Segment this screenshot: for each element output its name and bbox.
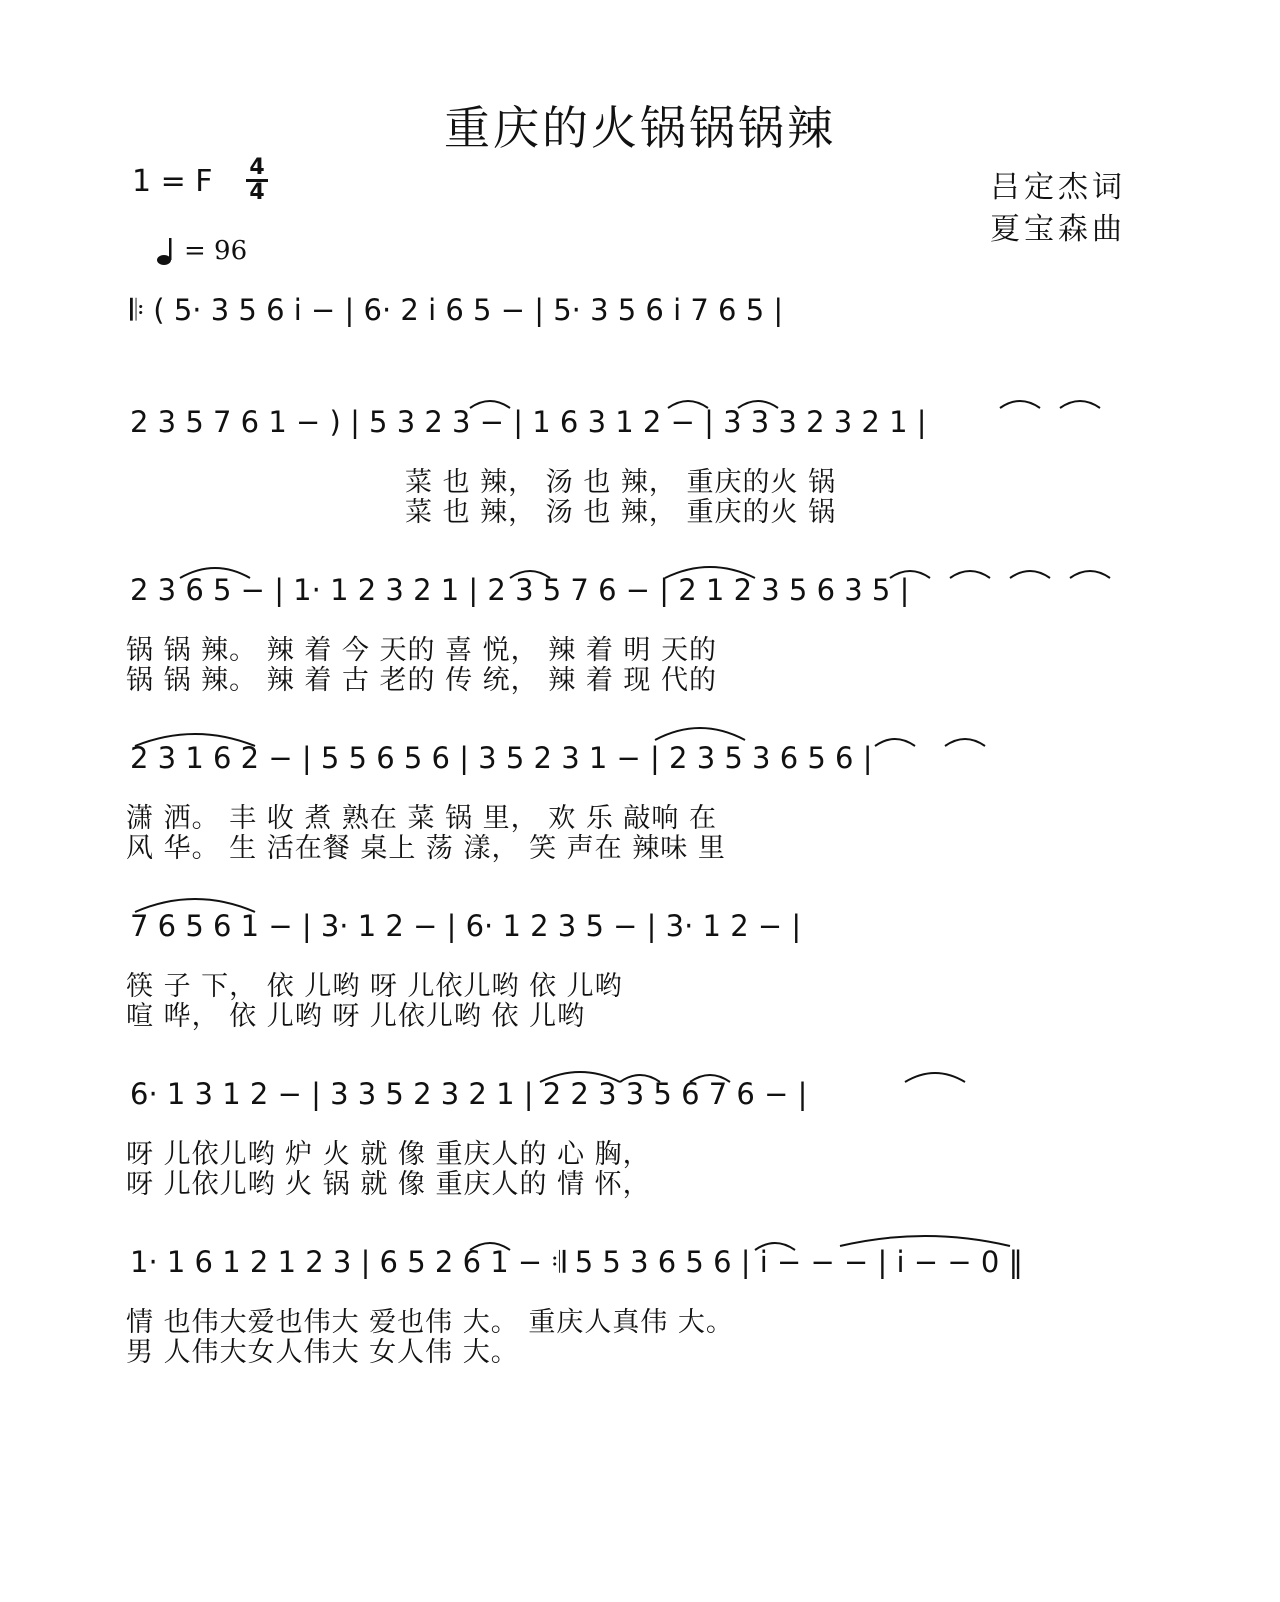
lyricist-credit: 吕定杰词 [990, 170, 1126, 205]
lyric-row-7-verse-1: 情 也伟大爱也伟大 爱也伟 大。 重庆人真伟 大。 [126, 1307, 734, 1338]
time-signature-top: 4 [249, 155, 265, 180]
time-signature-bottom: 4 [249, 180, 265, 205]
lyric-row-5-verse-1: 筷 子 下， 依 儿哟 呀 儿依儿哟 依 儿哟 [126, 971, 623, 1002]
song-title: 重庆的火锅锅锅辣 [444, 101, 836, 155]
lyric-row-4-verse-2: 风 华。 生 活在餐 桌上 荡 漾， 笑 声在 辣味 里 [126, 833, 726, 864]
tempo-marking: = 96 [184, 236, 248, 266]
lyric-row-2-verse-2: 菜 也 辣， 汤 也 辣， 重庆的火 锅 [405, 497, 837, 528]
lyric-row-3-verse-1: 锅 锅 辣。 辣 着 今 天的 喜 悦， 辣 着 明 天的 [126, 635, 717, 666]
lyric-row-5-verse-2: 喧 哗， 依 儿哟 呀 儿依儿哟 依 儿哟 [126, 1001, 586, 1032]
notation-row-4: 2 3 1 6 2 − | 5 5 6 5 6 | 3 5 2 3 1 − | 2 3 5 3 6 5 6 | [130, 741, 873, 775]
lyric-row-4-verse-1: 潇 洒。 丰 收 煮 熟在 菜 锅 里， 欢 乐 敲响 在 [126, 803, 717, 834]
key-signature: 1 = F [132, 164, 213, 199]
notation-row-5: 7 6 5 6 1 − | 3· 1 2 − | 6· 1 2 3 5 − | 3· 1 2 − | [130, 909, 802, 943]
lyric-row-6-verse-2: 呀 儿依儿哟 火 锅 就 像 重庆人的 情 怀， [126, 1169, 651, 1200]
composer-credit: 夏宝森曲 [990, 212, 1126, 247]
notation-row-3: 2 3 6 5 − | 1· 1 2 3 2 1 | 2 3 5 7 6 − | 2 1 2 3 5 6 3 5 | [130, 573, 910, 607]
notation-row-7: 1· 1 6 1 2 1 2 3 | 6 5 2 6 1 − 𝄇 5 5 3 6 5 6 | i − − − | i − − 0 ‖ [130, 1245, 1024, 1279]
notation-row-1: 𝄆 ( 5· 3 5 6 i − | 6· 2 i 6 5 − | 5· 3 5 6 i 7 6 5 | [130, 293, 784, 327]
lyric-row-2-verse-1: 菜 也 辣， 汤 也 辣， 重庆的火 锅 [405, 467, 837, 498]
notation-row-2: 2 3 5 7 6 1 − ) | 5 3 2 3 − | 1 6 3 1 2 − | 3 3 3 2 3 2 1 | [130, 405, 927, 439]
lyric-row-6-verse-1: 呀 儿依儿哟 炉 火 就 像 重庆人的 心 胸， [126, 1139, 651, 1170]
notation-row-6: 6· 1 3 1 2 − | 3 3 5 2 3 2 1 | 2 2 3 3 5 6 7 6 − | [130, 1077, 808, 1111]
lyric-row-7-verse-2: 男 人伟大女人伟大 女人伟 大。 [126, 1337, 519, 1368]
lyric-row-3-verse-2: 锅 锅 辣。 辣 着 古 老的 传 统， 辣 着 现 代的 [126, 665, 717, 696]
